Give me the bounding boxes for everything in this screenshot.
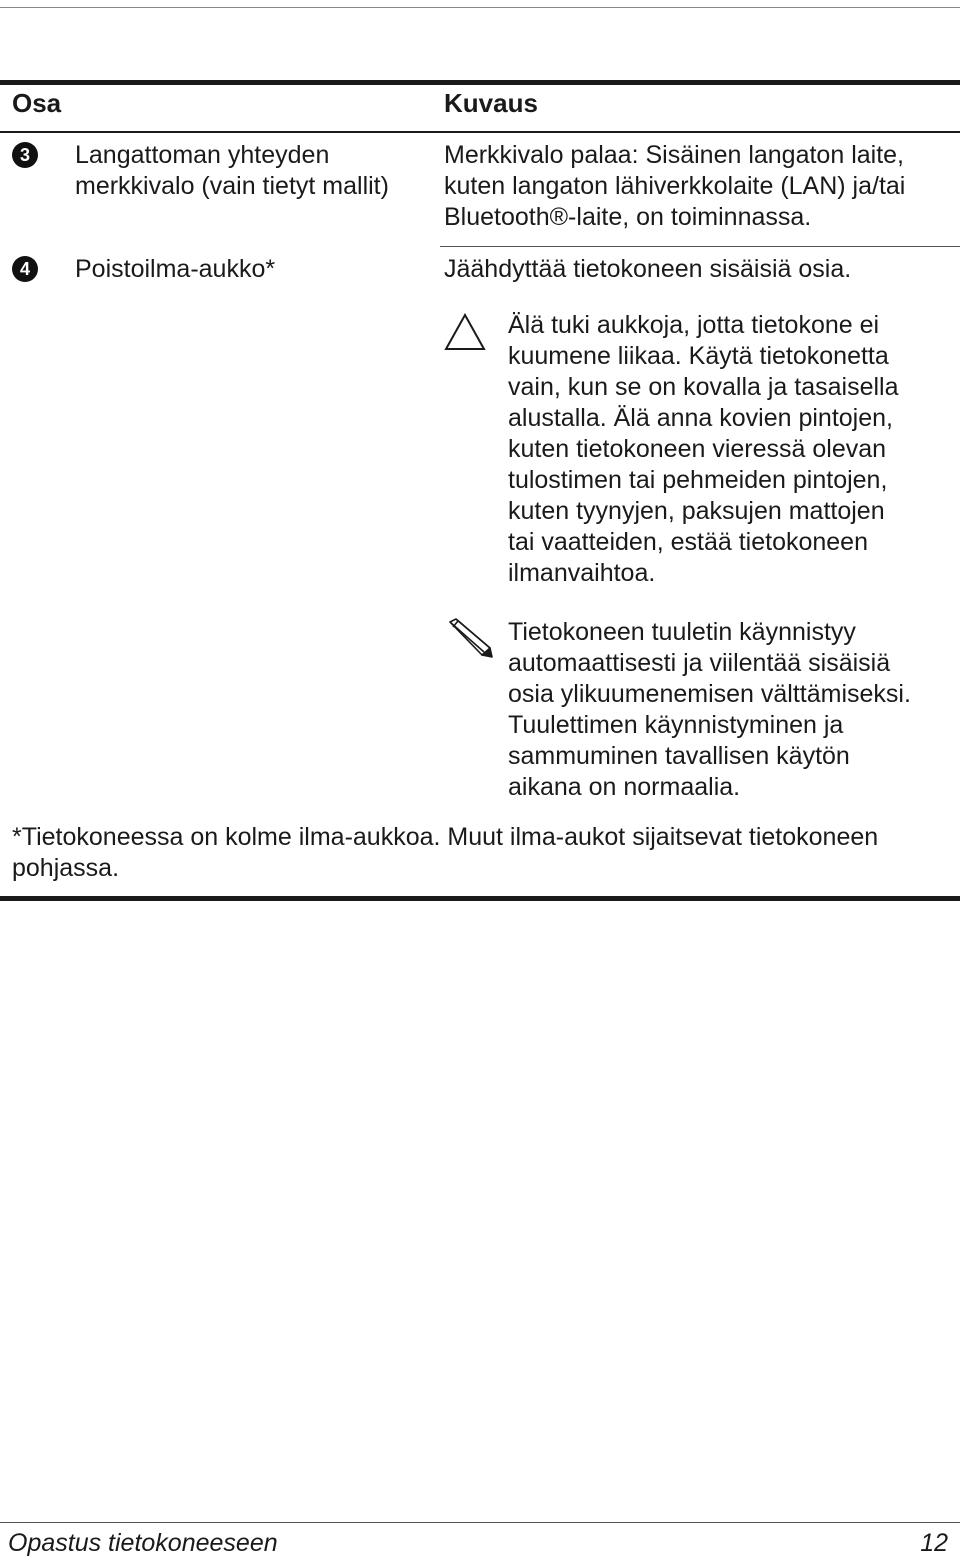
footnote-line: pohjassa. bbox=[12, 854, 120, 882]
column-header-part: Osa bbox=[12, 88, 62, 118]
caution-line: tai vaatteiden, estää tietokoneen bbox=[508, 528, 868, 556]
caution-line: Älä tuki aukkoja, jotta tietokone ei bbox=[508, 311, 880, 339]
description-line: kuten langaton lähiverkkolaite (LAN) ja/tai bbox=[444, 172, 906, 200]
note-line: automaattisesti ja viilentää sisäisiä bbox=[508, 649, 891, 677]
description-line: Bluetooth®-laite, on toiminnassa. bbox=[444, 203, 812, 231]
note-line: sammuminen tavallisen käytön bbox=[508, 742, 850, 770]
caution-triangle-icon bbox=[444, 313, 486, 351]
footnote-line: *Tietokoneessa on kolme ilma-aukkoa. Muut ilma-aukot sijaitsevat tietokoneen bbox=[12, 823, 879, 851]
table-top-rule bbox=[0, 80, 960, 85]
description-line: Jäähdyttää tietokoneen sisäisiä osia. bbox=[444, 255, 852, 283]
caution-line: alustalla. Älä anna kovien pintojen, bbox=[508, 404, 893, 432]
note-line: Tietokoneen tuuletin käynnistyy bbox=[508, 618, 856, 646]
note-line: Tuulettimen käynnistyminen ja bbox=[508, 711, 844, 739]
table-header-rule bbox=[0, 131, 960, 133]
caution-line: kuten tyynyjen, paksujen mattojen bbox=[508, 497, 885, 525]
top-rule bbox=[0, 7, 960, 8]
row-number-badge: 3 bbox=[12, 142, 38, 168]
description-line: Merkkivalo palaa: Sisäinen langaton laite, bbox=[444, 141, 904, 169]
column-header-description: Kuvaus bbox=[444, 88, 538, 118]
note-line: osia ylikuumenemisen välttämiseksi. bbox=[508, 680, 911, 708]
footer-title: Opastus tietokoneeseen bbox=[8, 1529, 278, 1557]
part-name-line: Langattoman yhteyden bbox=[75, 141, 330, 169]
table-bottom-rule bbox=[0, 896, 960, 901]
page-number: 12 bbox=[920, 1529, 948, 1557]
note-line: aikana on normaalia. bbox=[508, 773, 741, 801]
caution-line: tulostimen tai pehmeiden pintojen, bbox=[508, 466, 888, 494]
caution-line: kuumene liikaa. Käytä tietokonetta bbox=[508, 342, 889, 370]
footer-rule bbox=[0, 1522, 960, 1523]
caution-line: ilmanvaihtoa. bbox=[508, 559, 656, 587]
caution-line: vain, kun se on kovalla ja tasaisella bbox=[508, 373, 899, 401]
part-name-line: merkkivalo (vain tietyt mallit) bbox=[75, 172, 389, 200]
pencil-note-icon bbox=[446, 618, 494, 658]
part-name-line: Poistoilma-aukko* bbox=[75, 255, 276, 283]
caution-line: kuten tietokoneen vieressä olevan bbox=[508, 435, 887, 463]
row-separator bbox=[440, 246, 960, 247]
row-number-badge: 4 bbox=[12, 256, 38, 282]
